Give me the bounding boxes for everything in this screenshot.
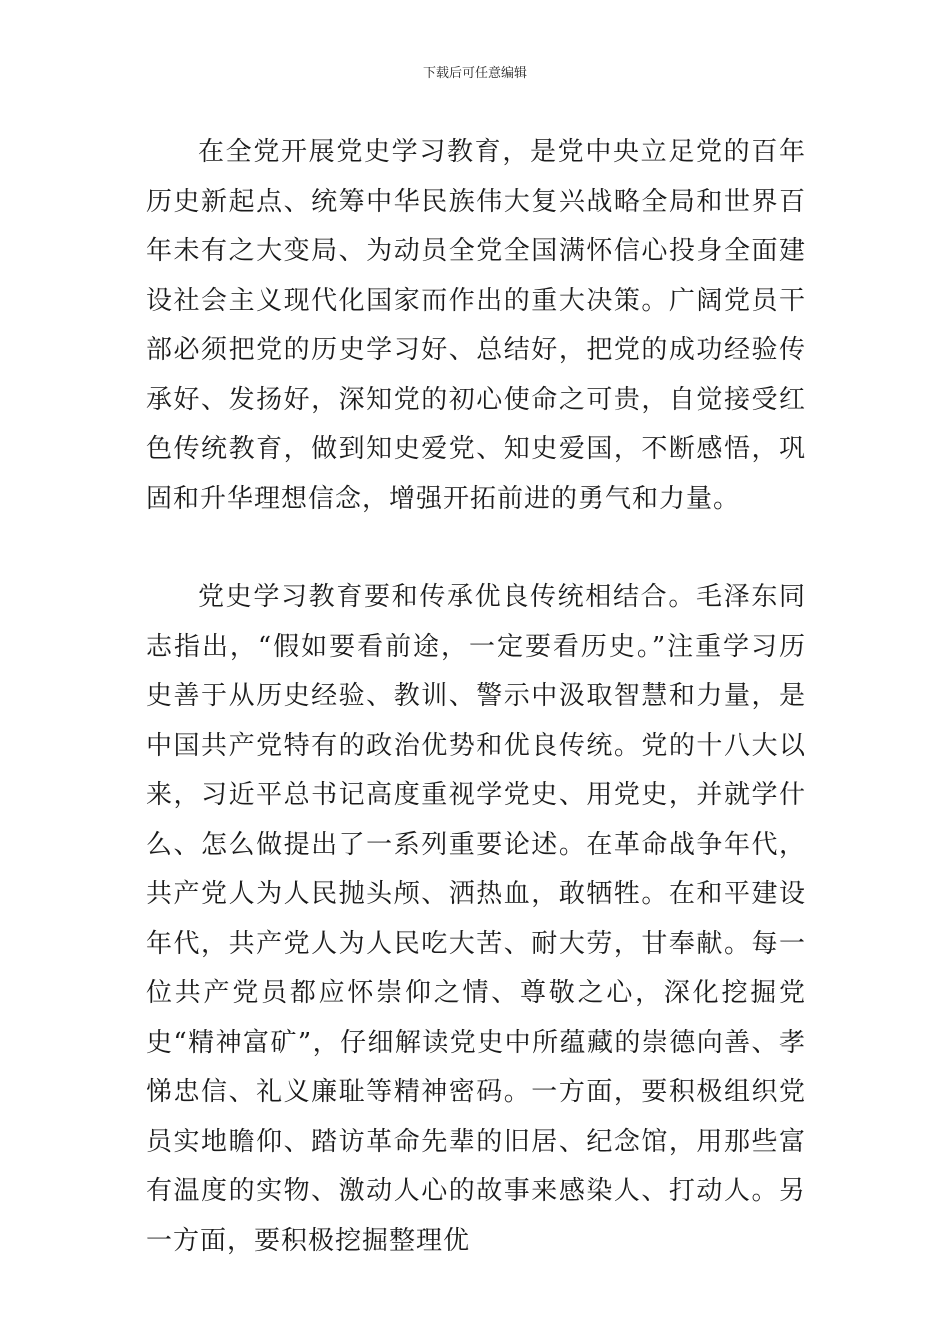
paragraph-2: 党史学习教育要和传承优良传统相结合。毛泽东同志指出，“假如要看前途，一定要看历史。”注重学习历史善于从历史经验、教训、警示中汲取智慧和力量，是中国共产党特有的政治优势和优良传统。党的十八大以来，习近平总书记高度重视学党史、用党史，并就学什么、怎么做提出了一系列重要论述。在革命战争年代，共产党人为人民抛头颅、洒热血，敢牺牲。在和平建设年代，共产党人为人民吃大苦、耐大劳，甘奉献。每一位共产党员都应怀崇仰之情、尊敬之心，深化挖掘党史“精神富矿”，仔细解读党史中所蕴藏的崇德向善、孝悌忠信、礼义廉耻等精神密码。一方面，要积极组织党员实地瞻仰、踏访革命先辈的旧居、纪念馆，用那些富有温度的实物、激动人心的故事来感染人、打动人。另一方面，要积极挖掘整理优 [146, 582, 806, 1256]
paragraph-1: 在全党开展党史学习教育，是党中央立足党的百年历史新起点、统筹中华民族伟大复兴战略全局和世界百年未有之大变局、为动员全党全国满怀信心投身全面建设社会主义现代化国家而作出的重大决策。广阔党员干部必须把党的历史学习好、总结好，把党的成功经验传承好、发扬好，深知党的初心使命之可贵，自觉接受红色传统教育，做到知史爱党、知史爱国，不断感悟，巩固和升华理想信念，增强开拓前进的勇气和力量。 [146, 137, 806, 514]
page-header-note: 下载后可任意编辑 [422, 66, 527, 81]
document-body [146, 128, 806, 1266]
